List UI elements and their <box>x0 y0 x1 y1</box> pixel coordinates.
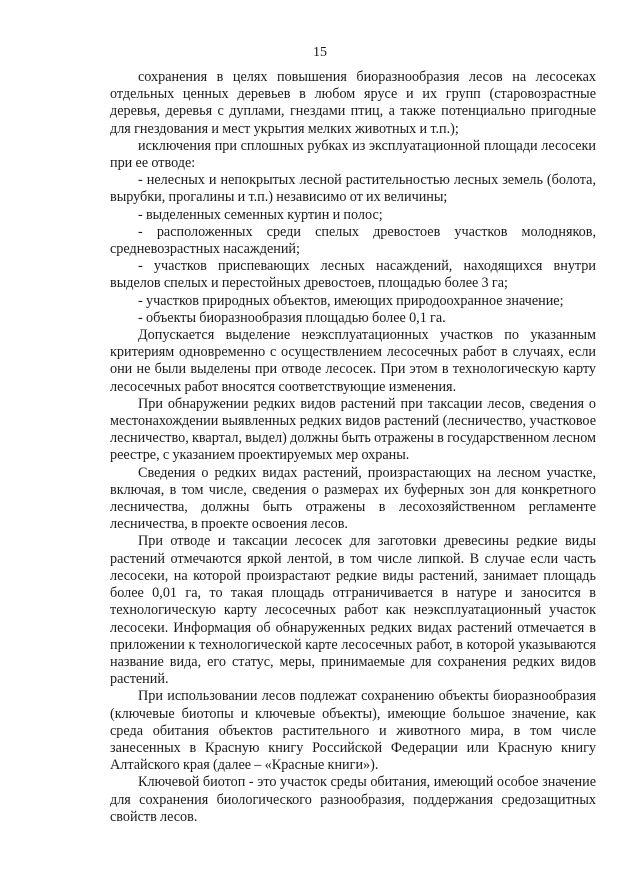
paragraph: - участков природных объектов, имеющих природоохранное значение; <box>138 292 564 309</box>
paragraph: Сведения о редких видах растений, произрастающих на лесном участке, включая, в том числе, сведения о размерах их буферных зон для конкретного лесничества, должны быть отражены в лесохозяйственном регламенте лесничества, в проекте освоения лесов. <box>110 464 596 533</box>
paragraph: При использовании лесов подлежат сохранению объекты биоразнообразия (ключевые биотопы и ключевые объекты), имеющие большое значение, как среда обитания объектов растительного и животного мира, в том числе занесенных в Красную книгу Российской Федерации или Красную книгу Алтайского края (далее – «Красные книги»). <box>110 688 596 774</box>
page-number: 15 <box>313 45 327 60</box>
paragraph: - нелесных и непокрытых лесной растительностью лесных земель (болота, вырубки, прогалины и т.п.) независимо от их величины; <box>110 172 596 206</box>
paragraph: При обнаружении редких видов растений при таксации лесов, сведения о местонахождении выявленных редких видов растений (лесничество, участковое лесничество, квартал, выдел) должны быть отражены в государственном лесном реестре, с указанием проектируемых мер охраны. <box>110 395 596 464</box>
paragraph: - объекты биоразнообразия площадью более 0,1 га. <box>138 309 446 326</box>
paragraph: - выделенных семенных куртин и полос; <box>138 206 383 223</box>
paragraph: Ключевой биотоп - это участок среды обитания, имеющий особое значение для сохранения биологического разнообразия, поддержания средозащитных свойств лесов. <box>110 774 596 825</box>
paragraph: сохранения в целях повышения биоразнообразия лесов на лесосеках отдельных ценных деревьев в любом ярусе и их групп (старовозрастные деревья, деревья с дуплами, гнездами птиц, а также потенциально пригодные для гнездования и мест укрытия мелких животных и т.п.); <box>110 69 596 137</box>
document-body <box>110 69 596 826</box>
paragraph: - расположенных среди спелых древостоев участков молодняков, средневозрастных насаждений; <box>110 223 596 258</box>
paragraph: Допускается выделение неэксплуатационных участков по указанным критериям одновременно с осуществлением лесосечных работ в случаях, если они не были выделены при отводе лесосек. При этом в технологическую карту лесосечных работ вносятся соответствующие изменения. <box>110 327 596 395</box>
paragraph: - участков приспевающих лесных насаждений, находящихся внутри выделов спелых и перестойных древостоев, площадью более 3 га; <box>110 258 596 292</box>
paragraph: исключения при сплошных рубках из эксплуатационной площади лесосеки при ее отводе: <box>110 137 596 172</box>
paragraph: При отводе и таксации лесосек для заготовки древесины редкие виды растений отмечаются яркой лентой, в том числе липкой. В случае если часть лесосеки, на которой произрастают редкие виды растений, занимает площадь более 0,01 га, то такая площадь отграничивается в натуре и заносится в технологическую карту лесосечных работ как неэксплуатационный участок лесосеки. Информация об обнаруженных редких видах растений отмечается в приложении к технологической карте лесосечных работ, в которой указываются название вида, его статус, меры, принимаемые для сохранения редких видов растений. <box>110 533 596 688</box>
